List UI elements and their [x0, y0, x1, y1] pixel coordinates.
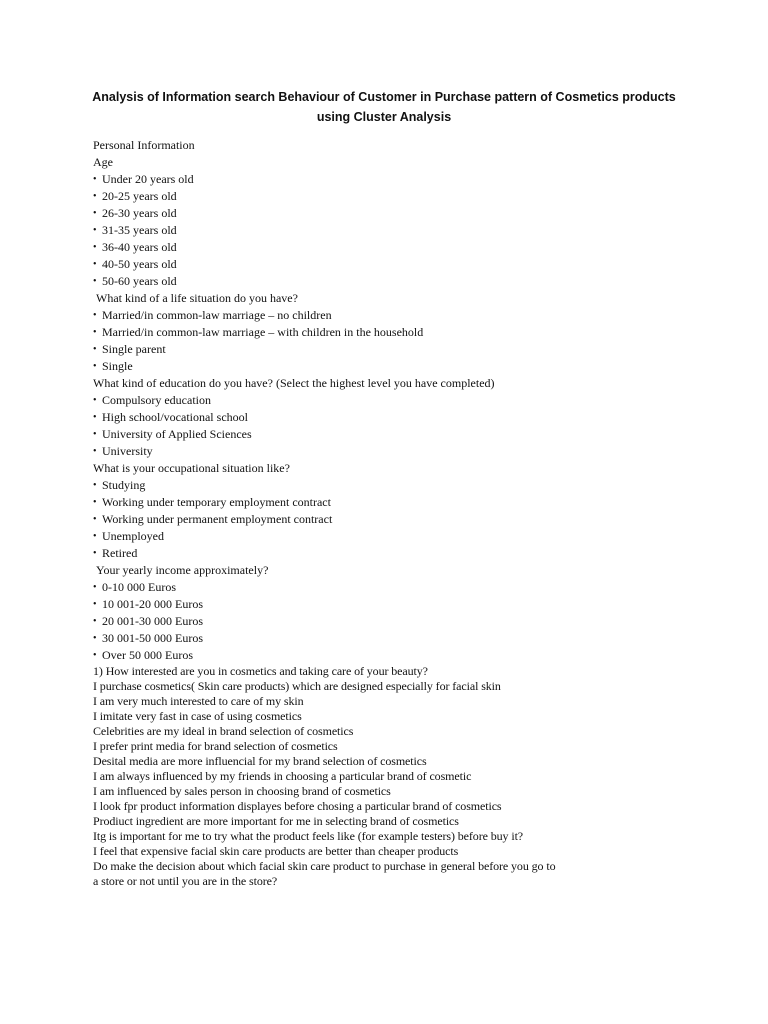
age-label: Age	[93, 155, 113, 169]
bullet-icon: •	[93, 259, 97, 270]
question-line: 1) How interested are you in cosmetics and taking care of your beauty?	[93, 664, 428, 678]
list-item: • Over 50 000 Euros	[93, 648, 193, 662]
occupation-label: What is your occupational situation like?	[93, 461, 290, 475]
list-item: • Studying	[93, 478, 146, 492]
education-label: What kind of education do you have? (Select the highest level you have completed)	[93, 376, 495, 390]
bullet-icon: •	[93, 633, 97, 644]
question-line: I prefer print media for brand selection of cosmetics	[93, 739, 338, 753]
bullet-icon: •	[93, 327, 97, 338]
question-line: Do make the decision about which facial skin care product to purchase in general before you go to	[93, 859, 556, 873]
list-item: • Married/in common-law marriage – with children in the household	[93, 325, 424, 339]
question-line: I am always influenced by my friends in choosing a particular brand of cosmetic	[93, 769, 472, 783]
list-item: • University of Applied Sciences	[93, 427, 252, 441]
question-line: Celebrities are my ideal in brand selection of cosmetics	[93, 724, 354, 738]
question-line: I am influenced by sales person in choosing brand of cosmetics	[93, 784, 391, 798]
bullet-icon: •	[93, 225, 97, 236]
life-situation-label: What kind of a life situation do you have?	[96, 291, 298, 305]
list-item: • Unemployed	[93, 529, 164, 543]
list-item: • 20-25 years old	[93, 189, 177, 203]
bullet-icon: •	[93, 650, 97, 661]
life-situation-options	[93, 307, 733, 375]
list-item: • 10 001-20 000 Euros	[93, 597, 203, 611]
list-item: • 36-40 years old	[93, 240, 177, 254]
bullet-icon: •	[93, 497, 97, 508]
bullet-icon: •	[93, 310, 97, 321]
question-line: Prodiuct ingredient are more important for me in selecting brand of cosmetics	[93, 814, 459, 828]
list-item: • Compulsory education	[93, 393, 211, 407]
bullet-icon: •	[93, 446, 97, 457]
list-item: • 40-50 years old	[93, 257, 177, 271]
personal-info-heading: Personal Information	[93, 138, 195, 152]
bullet-icon: •	[93, 344, 97, 355]
income-options	[93, 579, 733, 664]
bullet-icon: •	[93, 531, 97, 542]
list-item: • Single parent	[93, 342, 166, 356]
bullet-icon: •	[93, 242, 97, 253]
bullet-icon: •	[93, 191, 97, 202]
survey-questions	[93, 664, 733, 889]
bullet-icon: •	[93, 514, 97, 525]
list-item: • Under 20 years old	[93, 172, 194, 186]
list-item: • Retired	[93, 546, 138, 560]
list-item: • 0-10 000 Euros	[93, 580, 176, 594]
list-item: • University	[93, 444, 153, 458]
bullet-icon: •	[93, 599, 97, 610]
bullet-icon: •	[93, 548, 97, 559]
bullet-icon: •	[93, 429, 97, 440]
question-line: I am very much interested to care of my skin	[93, 694, 304, 708]
question-line: I purchase cosmetics( Skin care products) which are designed especially for facial skin	[93, 679, 501, 693]
question-line: I feel that expensive facial skin care products are better than cheaper products	[93, 844, 459, 858]
question-line: I look fpr product information displayes before chosing a particular brand of cosmetics	[93, 799, 502, 813]
question-line: a store or not until you are in the store?	[93, 874, 278, 888]
education-options	[93, 392, 733, 460]
bullet-icon: •	[93, 616, 97, 627]
title-line-2: using Cluster Analysis	[316, 110, 452, 124]
list-item: • 30 001-50 000 Euros	[93, 631, 203, 645]
bullet-icon: •	[93, 480, 97, 491]
list-item: • High school/vocational school	[93, 410, 248, 424]
bullet-icon: •	[93, 395, 97, 406]
bullet-icon: •	[93, 276, 97, 287]
list-item: • 50-60 years old	[93, 274, 177, 288]
list-item: • Working under temporary employment contract	[93, 495, 331, 509]
list-item: • 20 001-30 000 Euros	[93, 614, 203, 628]
document-title	[60, 87, 708, 127]
bullet-icon: •	[93, 208, 97, 219]
question-line: Itg is important for me to try what the product feels like (for example testers) before buy it?	[93, 829, 524, 843]
bullet-icon: •	[93, 174, 97, 185]
income-label: Your yearly income approximately?	[96, 563, 269, 577]
list-item: • 26-30 years old	[93, 206, 177, 220]
list-item: • 31-35 years old	[93, 223, 177, 237]
bullet-icon: •	[93, 582, 97, 593]
questionnaire-body	[93, 137, 733, 889]
title-line-1: Analysis of Information search Behaviour of Customer in Purchase pattern of Cosmetics products	[92, 90, 676, 104]
age-options	[93, 171, 733, 290]
question-line: Desital media are more influencial for my brand selection of cosmetics	[93, 754, 427, 768]
list-item: • Married/in common-law marriage – no children	[93, 308, 332, 322]
list-item: • Single	[93, 359, 133, 373]
list-item: • Working under permanent employment contract	[93, 512, 333, 526]
occupation-options	[93, 477, 733, 562]
question-line: I imitate very fast in case of using cosmetics	[93, 709, 302, 723]
bullet-icon: •	[93, 412, 97, 423]
bullet-icon: •	[93, 361, 97, 372]
